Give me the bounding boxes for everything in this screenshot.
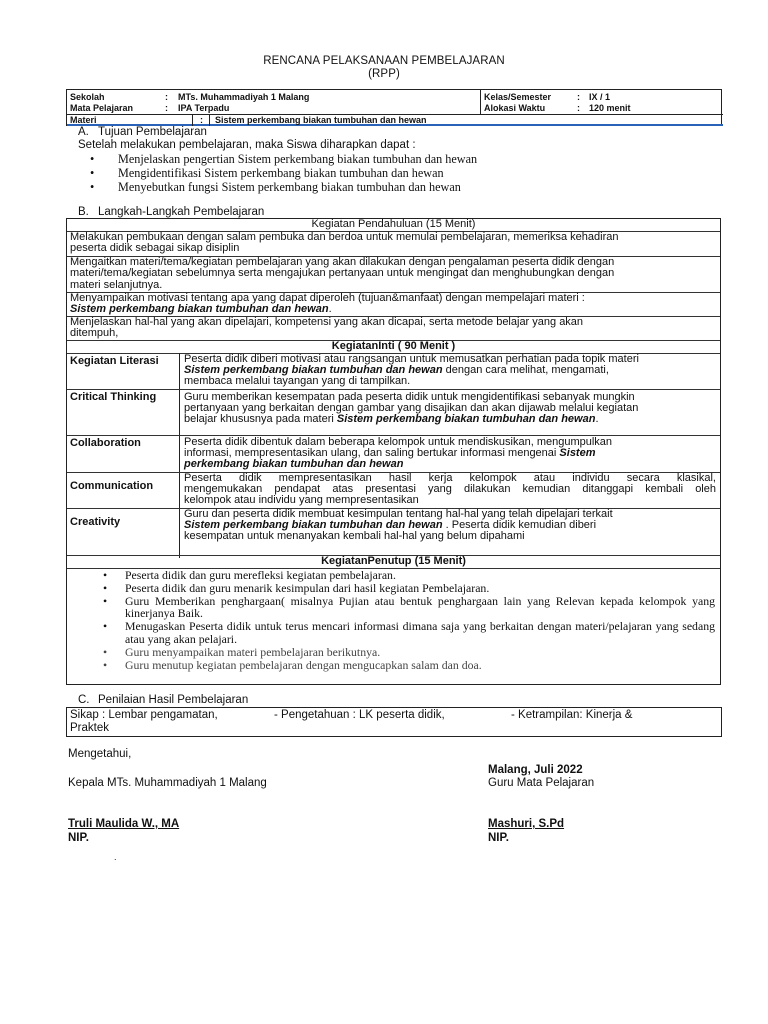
collaboration-content: Peserta didik dibentuk dalam beberapa kelompok untuk mendiskusikan, mengumpulkan informasi, mempresentasikan ulang, dan saling bertukar informasi mengenai Sistem perkembang biakan tumbuhan dan hewan xyxy=(184,436,613,471)
kelas-colon: : xyxy=(577,92,580,102)
critical-thinking-label: Critical Thinking xyxy=(70,391,157,403)
materi-colon: : xyxy=(200,115,203,125)
stray-dot: . xyxy=(114,852,117,862)
communication-label: Communication xyxy=(70,480,154,492)
assessment-pengetahuan: - Pengetahuan : LK peserta didik, xyxy=(274,709,445,721)
kepala-nip: NIP. xyxy=(68,832,89,844)
objective-item: • Mengidentifikasi Sistem perkembang biakan tumbuhan dan hewan xyxy=(90,166,477,180)
assessment-ketrampilan: - Ketrampilan: Kinerja & xyxy=(511,709,633,721)
materi-divider-1 xyxy=(192,115,193,126)
objective-item: • Menyebutkan fungsi Sistem perkembang biakan tumbuhan dan hewan xyxy=(90,180,477,194)
creativity-label: Creativity xyxy=(70,516,121,528)
materi-value: Sistem perkembang biakan tumbuhan dan hewan xyxy=(215,115,427,125)
critical-thinking-content: Guru memberikan kesempatan pada peserta didik untuk mengidentifikasi sebanyak mungkin pertanyaan yang berkaitan dengan gambar yang disajikan dan akan dijawab melalui kegiatan belajar khususnya pada materi Sistem perkembang biakan tumbuhan dan hewan. xyxy=(184,391,639,426)
mapel-label: Mata Pelajaran xyxy=(70,103,134,113)
section-a-title: A. Tujuan Pembelajaran xyxy=(78,126,207,138)
mengetahui-label: Mengetahui, xyxy=(68,748,132,760)
section-c-title: C. Penilaian Hasil Pembelajaran xyxy=(78,694,249,706)
closing-list xyxy=(103,569,715,672)
penutup-heading: KegiatanPenutup (15 Menit) xyxy=(321,555,466,567)
place-date: Malang, Juli 2022 xyxy=(488,764,583,776)
closing-item: • Guru menyampaikan materi pembelajaran berikutnya. xyxy=(103,646,715,658)
assessment-praktek: Praktek xyxy=(70,722,109,734)
guru-nip: NIP. xyxy=(488,832,509,844)
mapel-value: IPA Terpadu xyxy=(178,103,230,113)
closing-item: • Peserta didik dan guru menarik kesimpulan dari hasil kegiatan Pembelajaran. xyxy=(103,582,715,594)
waktu-label: Alokasi Waktu xyxy=(484,103,546,113)
pendahuluan-row-4: Menjelaskan hal-hal yang akan dipelajari, kompetensi yang akan dicapai, serta metode belajar yang akan ditempuh, xyxy=(70,316,584,340)
section-a-intro: Setelah melakukan pembelajaran, maka Siswa diharapkan dapat : xyxy=(78,139,416,151)
header-divider xyxy=(480,90,481,114)
objective-list xyxy=(90,152,477,194)
pendahuluan-row-2: Mengaitkan materi/tema/kegiatan pembelajaran yang akan dilakukan dengan pengalaman peserta didik dengan materi/tema/kegiatan sebelumnya serta mengajukan pertanyaan untuk mengingat dan menghubungkan dengan materi selanjutnya. xyxy=(70,256,615,291)
closing-item: • Peserta didik dan guru merefleksi kegiatan pembelajaran. xyxy=(103,569,715,581)
collaboration-label: Collaboration xyxy=(70,437,141,449)
document-subtitle: (RPP) xyxy=(368,68,400,80)
assessment-box xyxy=(66,707,722,737)
objective-item: • Menjelaskan pengertian Sistem perkembang biakan tumbuhan dan hewan xyxy=(90,152,477,166)
materi-row xyxy=(67,114,723,126)
literasi-label: Kegiatan Literasi xyxy=(70,355,159,367)
creativity-content: Guru dan peserta didik membuat kesimpulan tentang hal-hal yang telah dipelajari terkait Sistem perkembang biakan tumbuhan dan hewan . Peserta didik kemudian diberi kesempatan untuk menanyakan kembali hal-hal yang belum dipahami xyxy=(184,508,613,543)
kepala-title: Kepala MTs. Muhammadiyah 1 Malang xyxy=(68,777,267,789)
inti-column-divider xyxy=(179,353,180,558)
pendahuluan-heading: Kegiatan Pendahuluan (15 Menit) xyxy=(311,218,476,230)
pendahuluan-row-1: Melakukan pembukaan dengan salam pembuka dan berdoa untuk memulai pembelajaran, memeriksa kehadiran peserta didik sebagai sikap disiplin xyxy=(70,231,619,255)
sekolah-value: MTs. Muhammadiyah 1 Malang xyxy=(178,92,310,102)
guru-name: Mashuri, S.Pd xyxy=(488,818,565,830)
kepala-name: Truli Maulida W., MA xyxy=(68,818,180,830)
literasi-content: Peserta didik diberi motivasi atau rangsangan untuk memusatkan perhatian pada topik materi Sistem perkembang biakan tumbuhan dan hewan dengan cara melihat, mengamati, membaca melalui tayangan yang di tampilkan. xyxy=(184,353,639,388)
closing-item: • Menugaskan Peserta didik untuk terus mencari informasi dimana saja yang berkaitan dengan materi/pelajaran yang sedang atau yang akan pelajari. xyxy=(103,620,715,645)
document-title: RENCANA PELAKSANAAN PEMBELAJARAN xyxy=(263,55,505,67)
communication-content: Peserta didik mempresentasikan hasil kerja kelompok atau individu secara klasikal, mengemukakan pendapat atas presentasi yang dilakukan kemudian ditanggapi kembali oleh kelompok atau individu yang mempresentasikan xyxy=(184,472,716,507)
motivasi-topic: Sistem perkembang biakan tumbuhan dan hewan xyxy=(70,303,329,316)
assessment-sikap: Sikap : Lembar pengamatan, xyxy=(70,709,218,721)
mapel-colon: : xyxy=(165,103,168,113)
section-b-title: B. Langkah-Langkah Pembelajaran xyxy=(78,206,265,218)
kelas-label: Kelas/Semester xyxy=(484,92,552,102)
waktu-value: 120 menit xyxy=(589,103,631,113)
inti-heading: KegiatanInti ( 90 Menit ) xyxy=(331,340,456,352)
closing-item: • Guru menutup kegiatan pembelajaran dengan mengucapkan salam dan doa. xyxy=(103,659,715,671)
materi-label: Materi xyxy=(70,115,97,125)
identity-table xyxy=(66,89,722,126)
learning-steps-table xyxy=(66,218,721,685)
waktu-colon: : xyxy=(577,103,580,113)
sekolah-label: Sekolah xyxy=(70,92,105,102)
materi-divider-2 xyxy=(209,115,210,126)
pendahuluan-row-3: Menyampaikan motivasi tentang apa yang dapat diperoleh (tujuan&manfaat) dengan mempelajari materi : Sistem perkembang biakan tumbuhan dan hewan. xyxy=(70,292,585,316)
guru-title: Guru Mata Pelajaran xyxy=(488,777,595,789)
closing-item: • Guru Memberikan penghargaan( misalnya Pujian atau bentuk penghargaan lain yang Relevan kepada kelompok yang kinerjanya Baik. xyxy=(103,595,715,620)
kelas-value: IX / 1 xyxy=(589,92,611,102)
sekolah-colon: : xyxy=(165,92,168,102)
